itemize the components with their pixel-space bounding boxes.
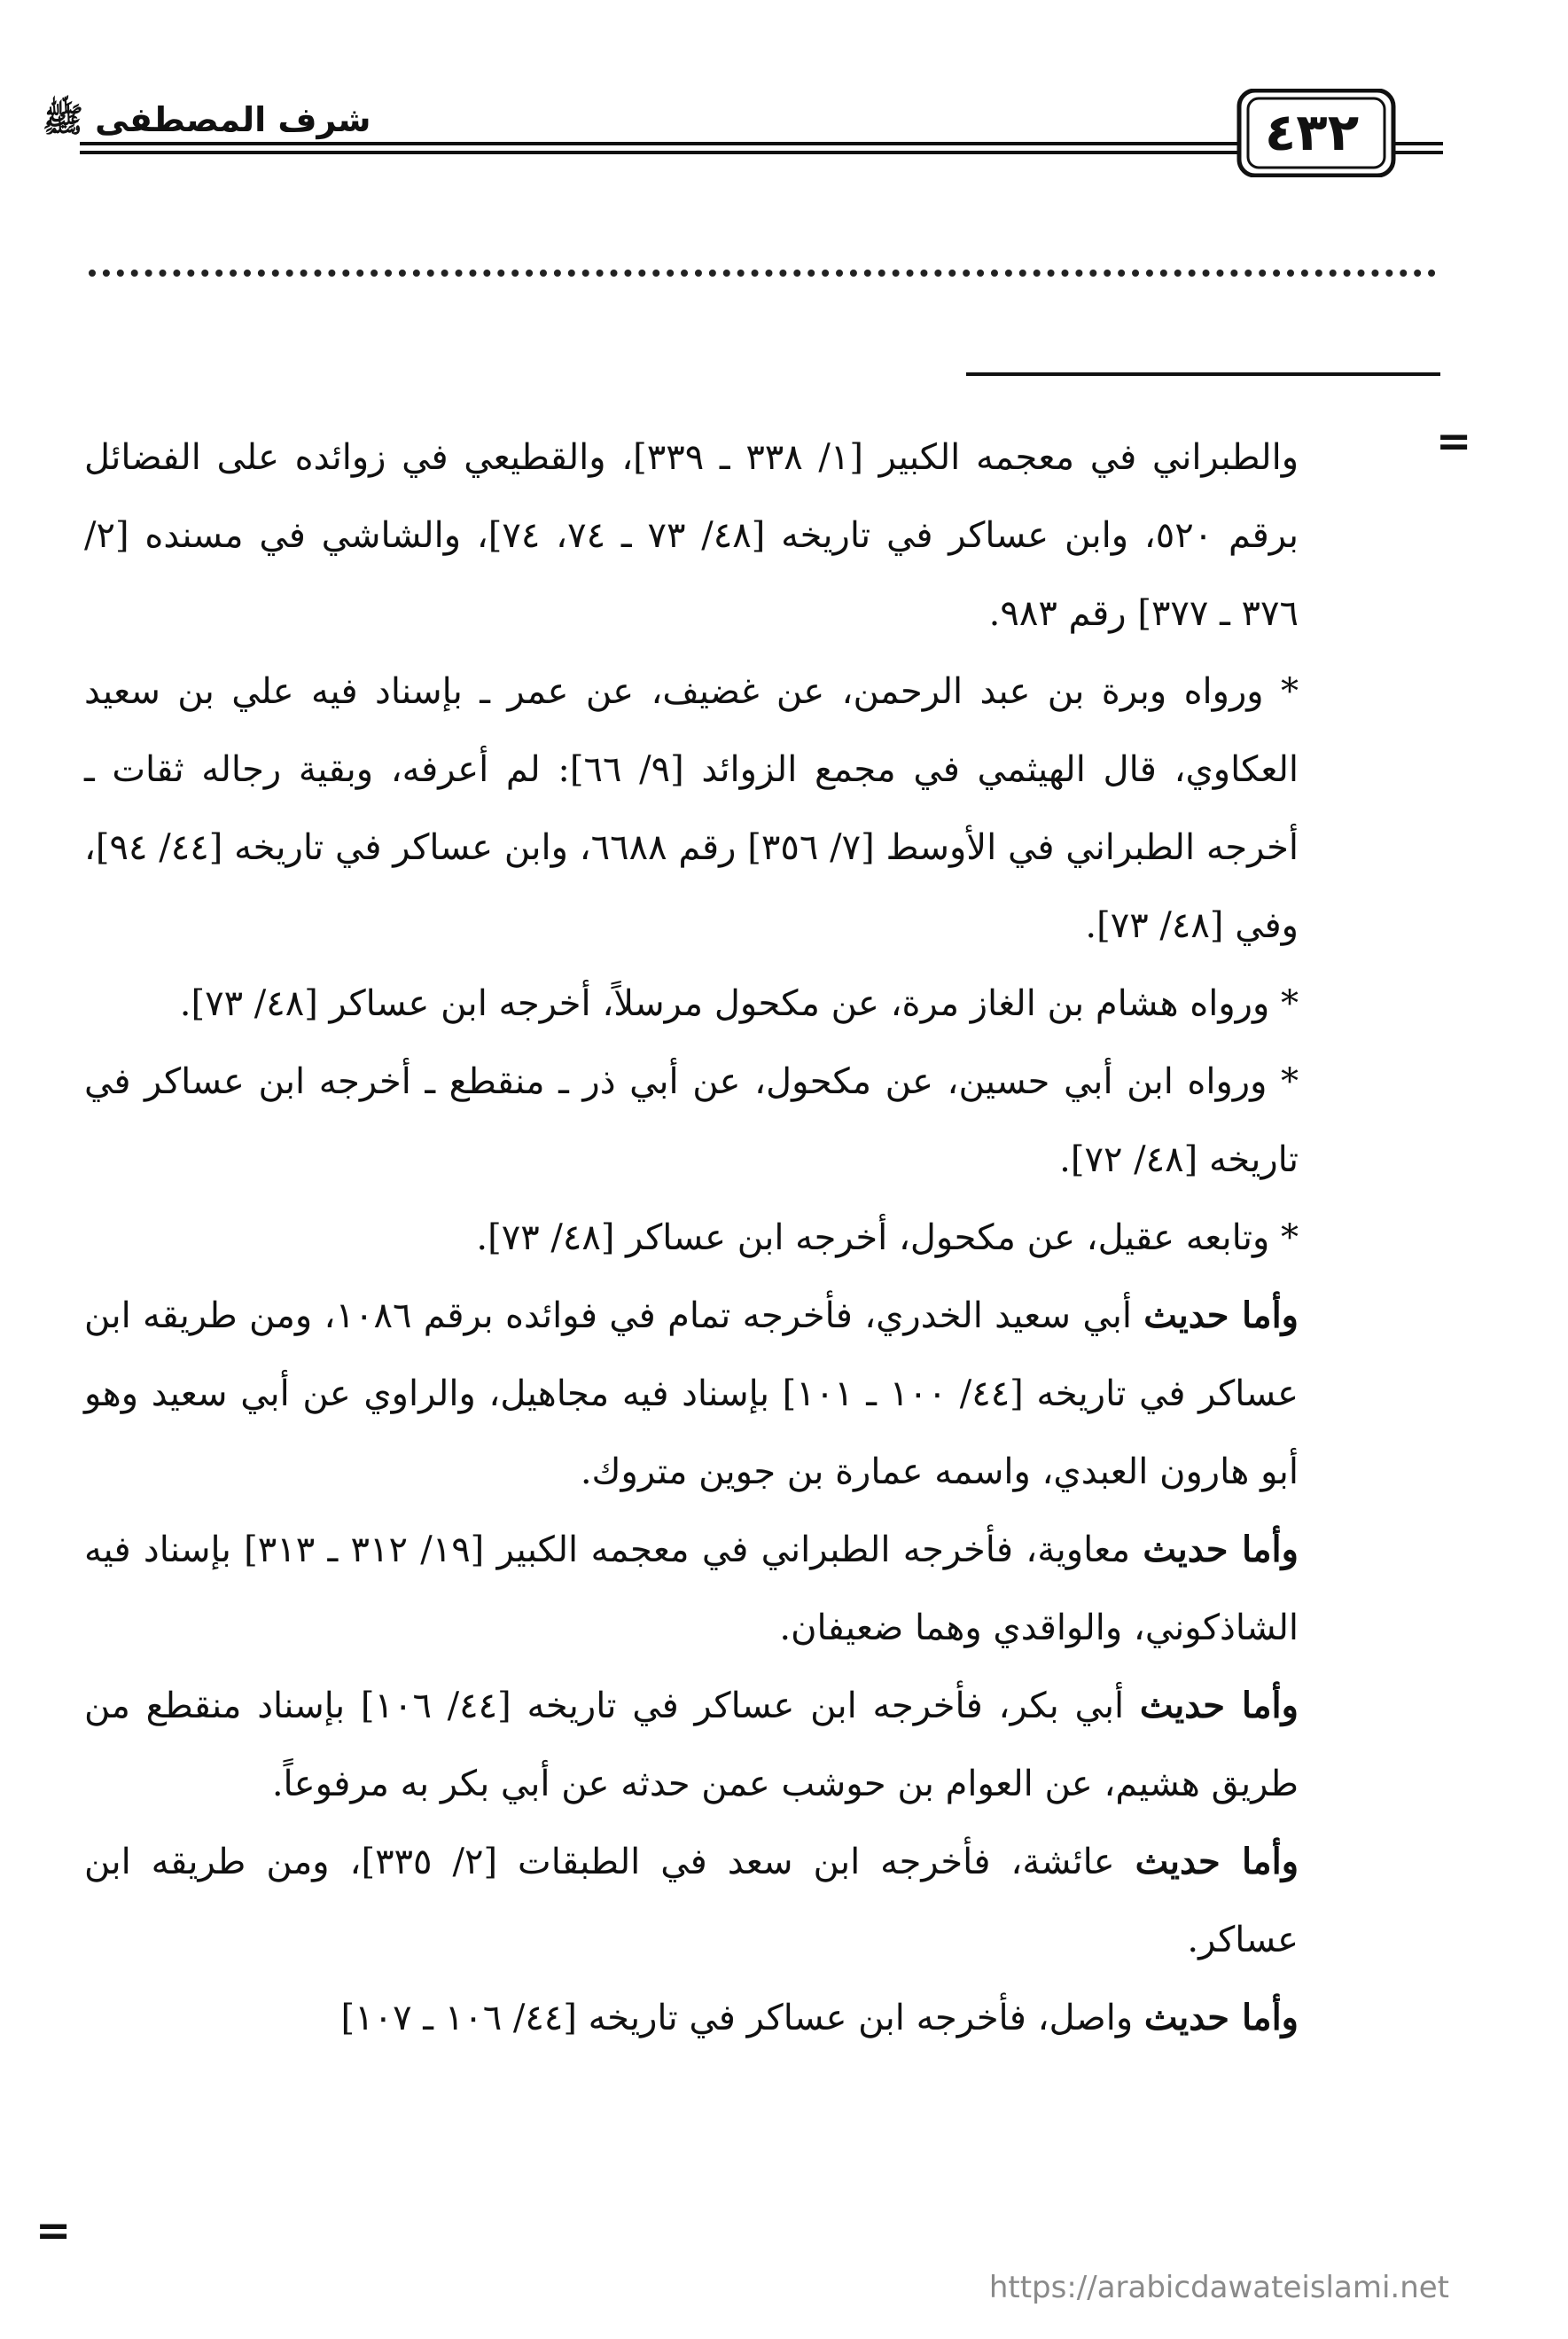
watermark-url: https://arabicdawateislami.net bbox=[988, 2270, 1449, 2305]
paragraph-lead: وأما حديث bbox=[1143, 1295, 1299, 1336]
paragraph-8 bbox=[84, 1667, 1299, 1823]
footnote-body bbox=[84, 419, 1299, 2057]
paragraph-lead: وأما حديث bbox=[1139, 1685, 1299, 1726]
paragraph-3 bbox=[84, 965, 1299, 1043]
paragraph-text: أبي بكر، فأخرجه ابن عساكر في تاريخه [٤٤/ ١٠٦] بإسناد منقطع من طريق هشيم، عن العوام بن حوشب عمن حدثه عن أبي بكر به مرفوعاً. bbox=[84, 1686, 1299, 1804]
paragraph-text: * ورواه ابن أبي حسين، عن مكحول، عن أبي ذر ـ منقطع ـ أخرجه ابن عساكر في تاريخه [٤٨/ ٧٢]. bbox=[84, 1061, 1299, 1180]
dotted-separator bbox=[89, 250, 1436, 277]
paragraph-6 bbox=[84, 1277, 1299, 1511]
paragraph-text: * وتابعه عقيل، عن مكحول، أخرجه ابن عساكر [٤٨/ ٧٣]. bbox=[476, 1217, 1299, 1258]
paragraph-7 bbox=[84, 1511, 1299, 1667]
paragraph-1 bbox=[84, 419, 1299, 653]
paragraph-lead: وأما حديث bbox=[1135, 1841, 1299, 1882]
paragraph-5 bbox=[84, 1199, 1299, 1277]
paragraph-2 bbox=[84, 653, 1299, 965]
paragraph-lead: وأما حديث bbox=[1143, 1997, 1299, 2038]
paragraph-10 bbox=[84, 1979, 1299, 2057]
continuation-marker-bottom: = bbox=[35, 2206, 72, 2256]
paragraph-text: * ورواه هشام بن الغاز مرة، عن مكحول مرسلاً، أخرجه ابن عساكر [٤٨/ ٧٣]. bbox=[179, 983, 1299, 1024]
page-number: ٤٣٢ bbox=[1264, 102, 1360, 162]
paragraph-9 bbox=[84, 1823, 1299, 1979]
continuation-marker-top: = bbox=[1436, 417, 1472, 466]
paragraph-text: معاوية، فأخرجه الطبراني في معجمه الكبير [١٩/ ٣١٢ ـ ٣١٣] بإسناد فيه الشاذكوني، والواقدي وهما ضعيفان. bbox=[84, 1529, 1299, 1648]
paragraph-text: عائشة، فأخرجه ابن سعد في الطبقات [٢/ ٣٣٥]، ومن طريقه ابن عساكر. bbox=[84, 1842, 1299, 1960]
running-title: شرف المصطفى ﷺ bbox=[43, 100, 371, 139]
paragraph-text: أبي سعيد الخدري، فأخرجه تمام في فوائده برقم ١٠٨٦، ومن طريقه ابن عساكر في تاريخه [٤٤/ ١٠٠ ـ ١٠١] بإسناد فيه مجاهيل، والراوي عن أبي سعيد وهو أبو هارون العبدي، واسمه عمارة بن جوين متروك. bbox=[84, 1295, 1299, 1492]
paragraph-4 bbox=[84, 1043, 1299, 1199]
paragraph-text: والطبراني في معجمه الكبير [١/ ٣٣٨ ـ ٣٣٩]، والقطيعي في زوائده على الفضائل برقم ٥٢٠، وابن عساكر في تاريخه [٤٨/ ٧٣ ـ ٧٤، ٧٤]، والشاشي في مسنده [٢/ ٣٧٦ ـ ٣٧٧] رقم ٩٨٣. bbox=[84, 437, 1299, 634]
paragraph-lead: وأما حديث bbox=[1143, 1529, 1299, 1570]
footnote-rule bbox=[966, 372, 1440, 376]
paragraph-text: واصل، فأخرجه ابن عساكر في تاريخه [٤٤/ ١٠٦ ـ ١٠٧] bbox=[340, 1998, 1134, 2038]
paragraph-text: * ورواه وبرة بن عبد الرحمن، عن غضيف، عن عمر ـ بإسناد فيه علي بن سعيد العكاوي، قال الهيثمي في مجمع الزوائد [٩/ ٦٦]: لم أعرفه، وبقية رجاله ثقات ـ أخرجه الطبراني في الأوسط [٧/ ٣٥٦] رقم ٦٦٨٨، وابن عساكر في تاريخه [٤٤/ ٩٤]، وفي [٤٨/ ٧٣]. bbox=[84, 671, 1299, 946]
